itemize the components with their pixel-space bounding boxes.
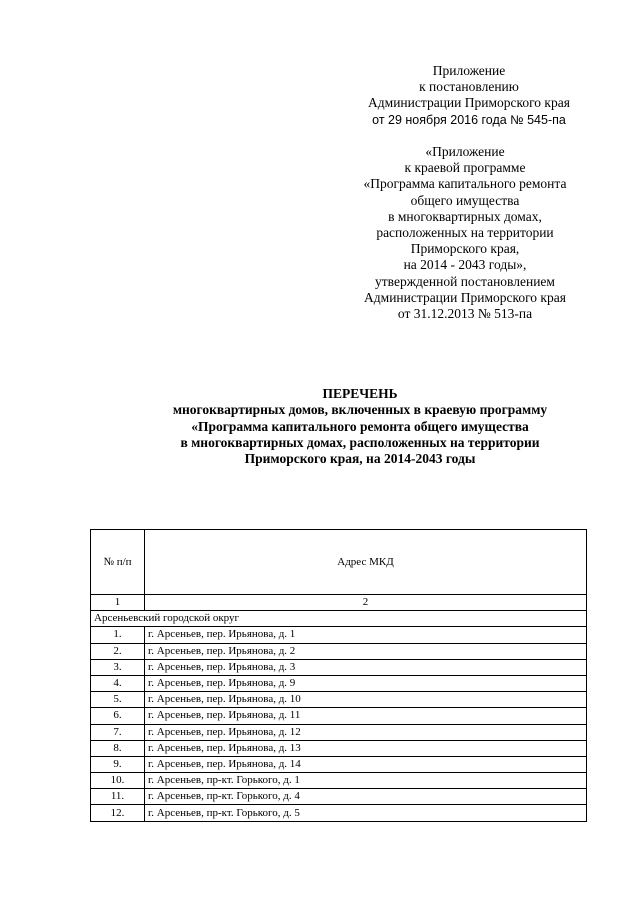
group-row <box>91 611 587 627</box>
table-row <box>91 805 587 821</box>
group-name: Арсеньевский городской округ <box>91 611 587 627</box>
title-line: ПЕРЕЧЕНЬ <box>322 386 398 401</box>
table-row <box>91 789 587 805</box>
row-address: г. Арсеньев, пер. Ирьянова, д. 9 <box>145 675 587 691</box>
table-row <box>91 627 587 643</box>
program-appendix-line: общего имущества <box>410 192 520 208</box>
row-address: г. Арсеньев, пер. Ирьянова, д. 14 <box>145 756 587 772</box>
header-number: № п/п <box>91 530 145 595</box>
row-address: г. Арсеньев, пр-кт. Горького, д. 1 <box>145 773 587 789</box>
appendix-line: Администрации Приморского края <box>368 95 570 111</box>
table-row <box>91 675 587 691</box>
table-row <box>91 773 587 789</box>
column-number: 1 <box>91 595 145 611</box>
row-address: г. Арсеньев, пер. Ирьянова, д. 1 <box>145 627 587 643</box>
row-address: г. Арсеньев, пер. Ирьянова, д. 2 <box>145 643 587 659</box>
column-number-row <box>91 595 587 611</box>
row-number: 6. <box>91 708 145 724</box>
row-number: 9. <box>91 756 145 772</box>
row-number: 1. <box>91 627 145 643</box>
table-row <box>91 756 587 772</box>
document-title <box>80 386 640 467</box>
table-row <box>91 643 587 659</box>
appendix-date-line: от 29 ноября 2016 года № 545-па <box>372 112 566 127</box>
row-number: 4. <box>91 675 145 691</box>
row-number: 3. <box>91 659 145 675</box>
row-address: г. Арсеньев, пер. Ирьянова, д. 10 <box>145 692 587 708</box>
table-header-row <box>91 530 587 595</box>
program-appendix-line: Администрации Приморского края <box>364 289 566 305</box>
row-address: г. Арсеньев, пр-кт. Горького, д. 4 <box>145 789 587 805</box>
program-appendix-line: от 31.12.2013 № 513-па <box>397 306 533 322</box>
title-line: «Программа капитального ремонта общего имущества <box>191 418 529 434</box>
table-row <box>91 740 587 756</box>
program-appendix-line: в многоквартирных домах, <box>388 208 542 224</box>
title-line: Приморского края, на 2014-2043 годы <box>244 451 476 467</box>
program-appendix-line: на 2014 - 2043 годы», <box>403 257 527 273</box>
row-number: 8. <box>91 740 145 756</box>
appendix-header <box>330 63 608 128</box>
program-appendix-line: Приморского края, <box>410 241 520 257</box>
row-number: 2. <box>91 643 145 659</box>
row-number: 11. <box>91 789 145 805</box>
program-appendix-line: к краевой программе <box>404 160 526 176</box>
row-number: 12. <box>91 805 145 821</box>
title-line: в многоквартирных домах, расположенных на территории <box>180 434 540 450</box>
row-address: г. Арсеньев, пер. Ирьянова, д. 13 <box>145 740 587 756</box>
row-address: г. Арсеньев, пр-кт. Горького, д. 5 <box>145 805 587 821</box>
header-address: Адрес МКД <box>145 530 587 595</box>
row-address: г. Арсеньев, пер. Ирьянова, д. 12 <box>145 724 587 740</box>
appendix-line: к постановлению <box>419 79 519 95</box>
row-number: 5. <box>91 692 145 708</box>
table-row <box>91 708 587 724</box>
program-appendix-line: утвержденной постановлением <box>375 273 555 289</box>
table-row <box>91 724 587 740</box>
row-address: г. Арсеньев, пер. Ирьянова, д. 3 <box>145 659 587 675</box>
row-number: 7. <box>91 724 145 740</box>
program-appendix-line: расположенных на территории <box>376 225 554 241</box>
program-appendix-line: «Программа капитального ремонта <box>363 176 567 192</box>
column-number: 2 <box>145 595 587 611</box>
table-row <box>91 692 587 708</box>
program-appendix-line: «Приложение <box>425 144 505 159</box>
buildings-table <box>90 529 587 822</box>
row-address: г. Арсеньев, пер. Ирьянова, д. 11 <box>145 708 587 724</box>
table-row <box>91 659 587 675</box>
title-line: многоквартирных домов, включенных в краевую программу <box>172 402 548 418</box>
appendix-line: Приложение <box>432 63 506 78</box>
row-number: 10. <box>91 773 145 789</box>
program-appendix-header <box>330 144 600 322</box>
